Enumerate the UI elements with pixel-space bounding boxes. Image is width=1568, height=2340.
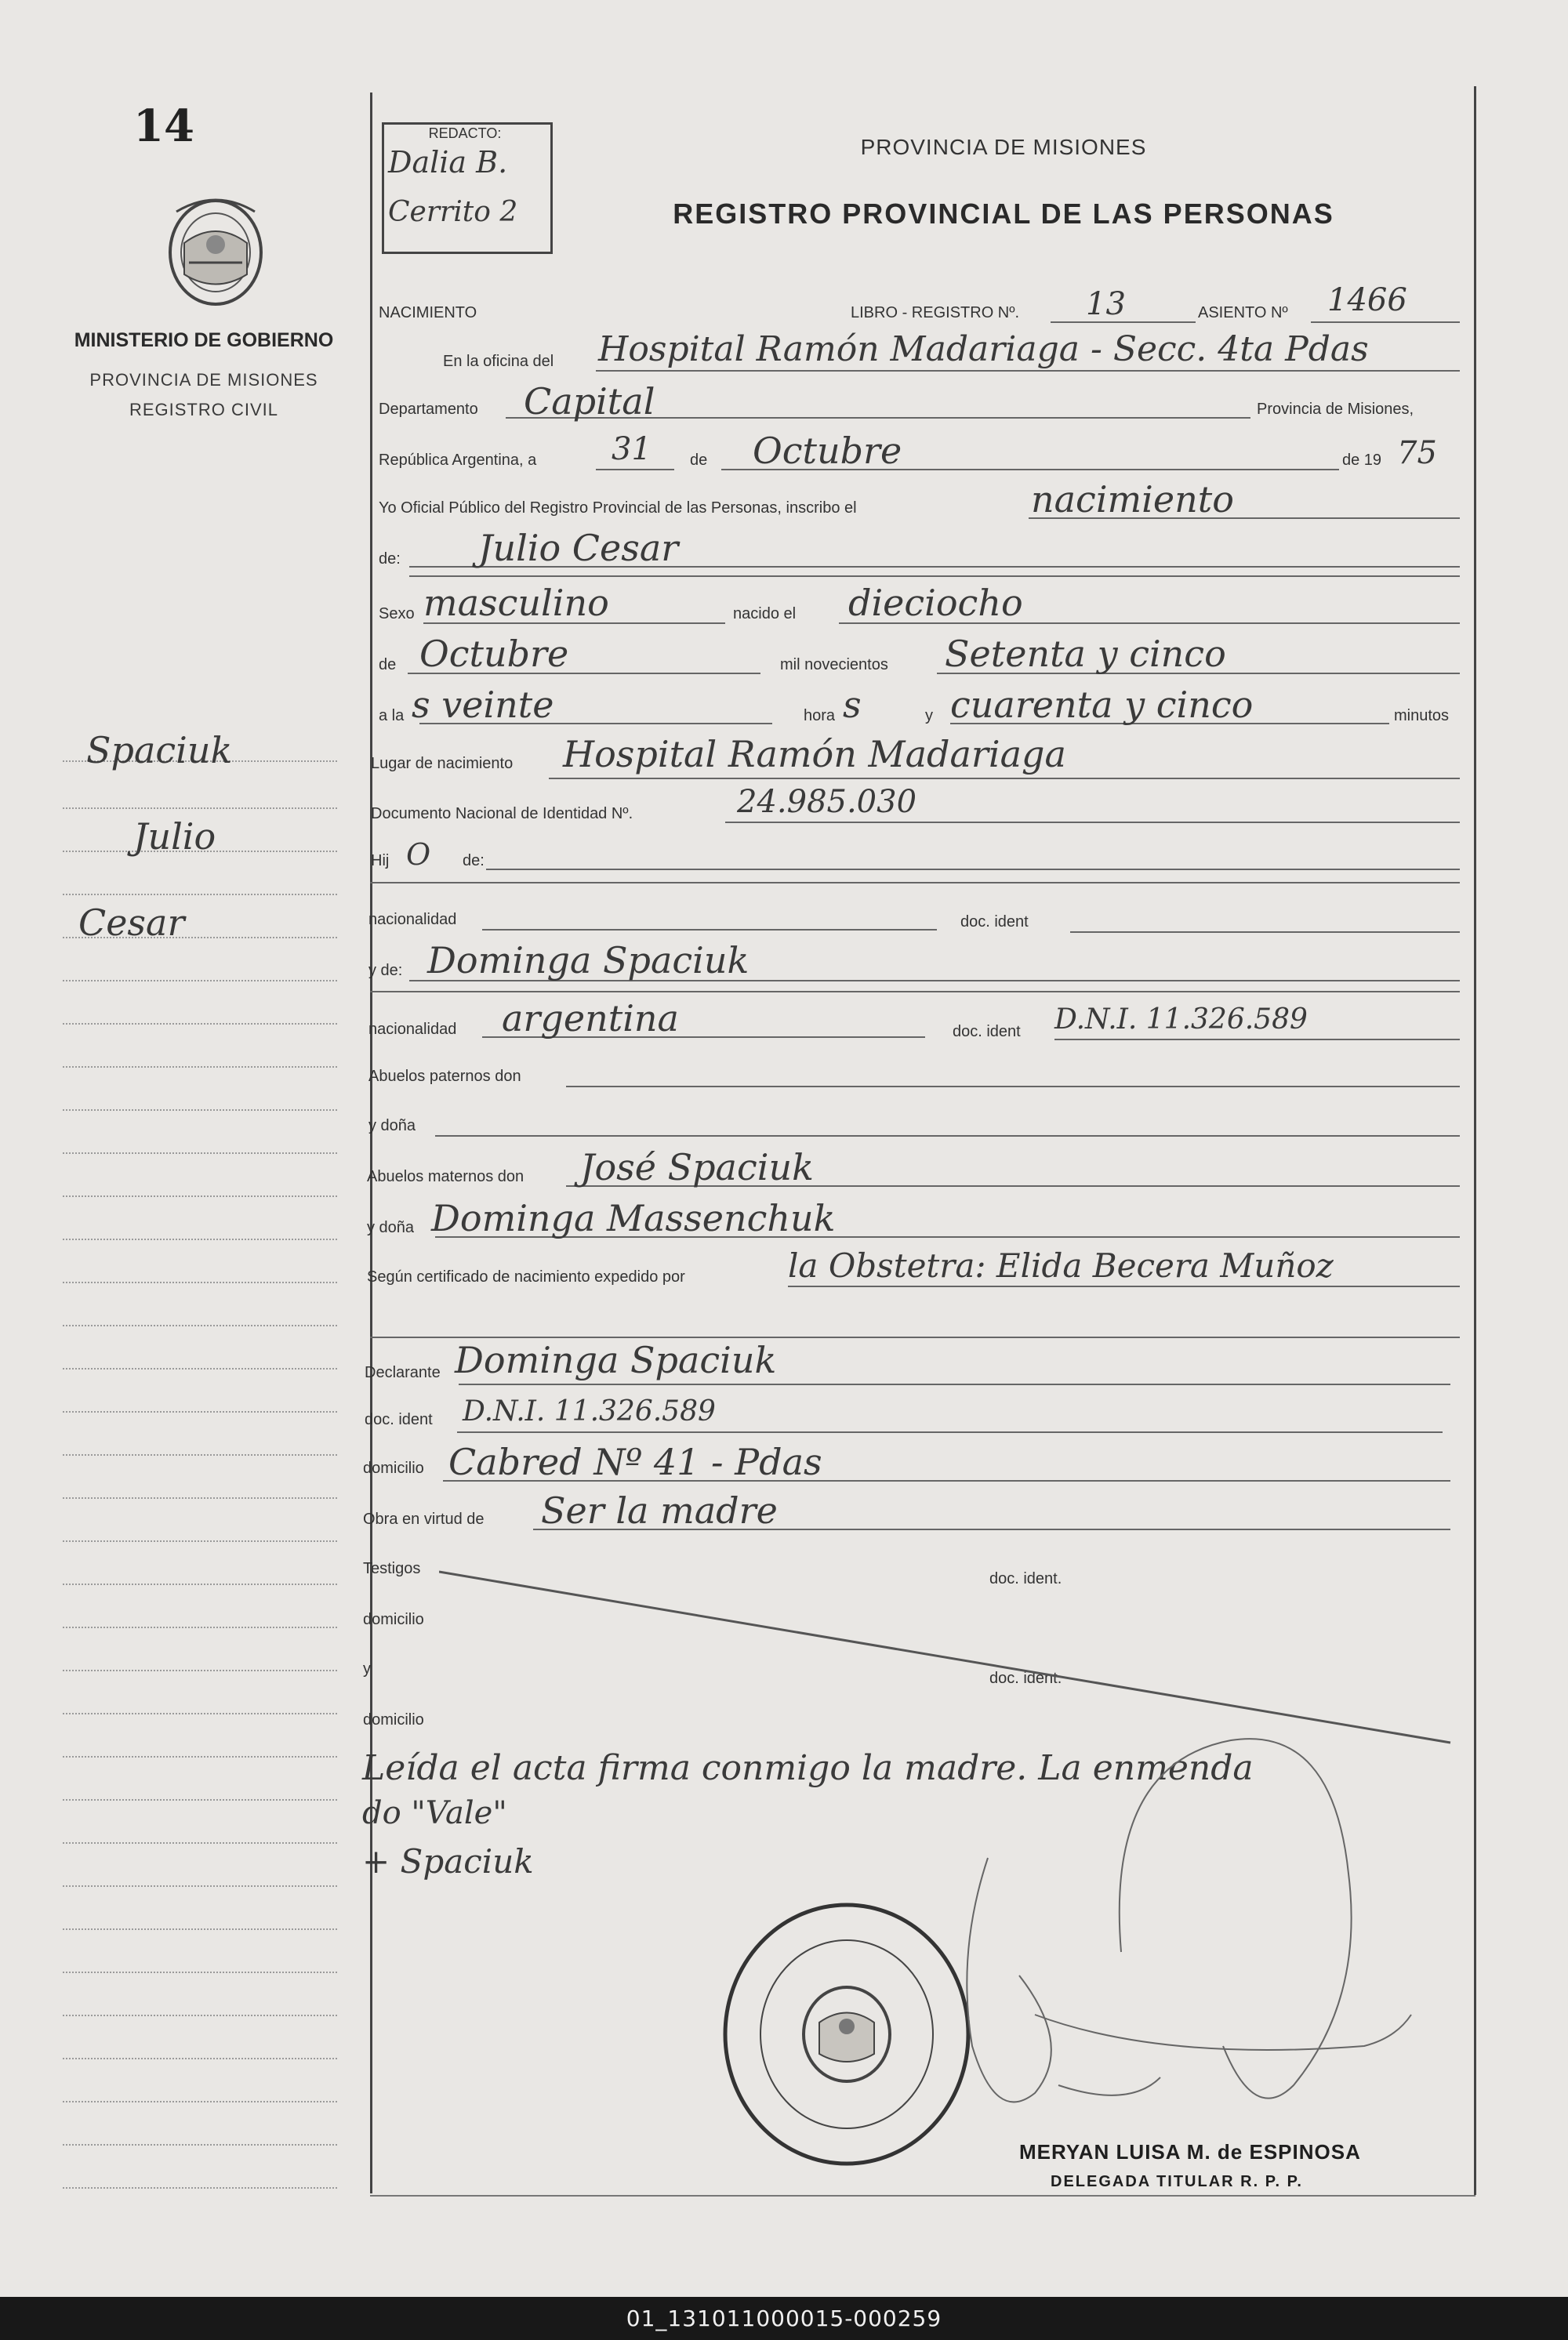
asiento-label: ASIENTO Nº	[1198, 304, 1288, 321]
margin-line	[63, 2144, 337, 2146]
testigo2-doc-label: doc. ident.	[989, 1670, 1062, 1687]
margin-line	[63, 2058, 337, 2059]
libro-label: LIBRO - REGISTRO Nº.	[851, 304, 1020, 321]
province-header: PROVINCIA DE MISIONES	[860, 135, 1147, 159]
oficial-statement: Yo Oficial Público del Registro Provincial de las Personas, inscribo el	[379, 499, 857, 517]
day-value: 31	[612, 431, 652, 467]
inscribe-value: nacimiento	[1031, 478, 1234, 521]
redacto-line-2: Cerrito 2	[388, 196, 518, 228]
dni-value: 24.985.030	[737, 784, 917, 820]
mother-name-value: Dominga Spaciuk	[427, 939, 750, 981]
month-value: Octubre	[753, 430, 902, 472]
de-name-label: de:	[379, 550, 401, 568]
minutos-label: minutos	[1394, 707, 1450, 724]
margin-line	[63, 2101, 337, 2102]
closing-line-1: Leída el acta firma conmigo la madre. La enmenda	[362, 1748, 1254, 1788]
departamento-label: Departamento	[379, 401, 478, 418]
margin-line	[63, 1282, 337, 1283]
y-label: y	[925, 707, 933, 724]
oficina-value: Hospital Ramón Madariaga - Secc. 4ta Pdas	[598, 329, 1369, 369]
nacido-label: nacido el	[733, 605, 797, 622]
de-month-label: de	[379, 656, 397, 673]
margin-line	[63, 2015, 337, 2016]
declarante-value: Dominga Spaciuk	[455, 1339, 777, 1381]
hij-label: Hij	[371, 852, 390, 869]
margin-line	[63, 1497, 337, 1499]
declarante-doc-label: doc. ident	[365, 1411, 433, 1428]
horas-suffix: s	[843, 684, 862, 726]
closing-line-2: do "Vale"	[362, 1795, 507, 1831]
father-nacionalidad-label: nacionalidad	[368, 911, 457, 928]
right-border	[1474, 86, 1476, 2195]
y-dona-paterna-label: y doña	[368, 1117, 416, 1134]
lugar-value: Hospital Ramón Madariaga	[563, 733, 1066, 775]
margin-line	[63, 1195, 337, 1197]
registry-title: REGISTRO PROVINCIAL DE LAS PERSONAS	[673, 198, 1334, 230]
dni-label: Documento Nacional de Identidad Nº.	[371, 805, 633, 822]
margin-line	[63, 1109, 337, 1111]
margin-line	[63, 1584, 337, 1585]
mother-nacionalidad-label: nacionalidad	[368, 1021, 457, 1038]
obra-value: Ser la madre	[541, 1489, 778, 1532]
lugar-label: Lugar de nacimiento	[371, 755, 514, 772]
margin-line	[63, 1885, 337, 1887]
margin-line	[63, 1540, 337, 1542]
margin-given-name-1: Julio	[133, 815, 216, 858]
a-las-label: a la	[379, 707, 405, 724]
hij-suffix: O	[406, 837, 431, 872]
testigo2-y-label: y	[363, 1660, 371, 1678]
departamento-value: Capital	[524, 380, 655, 423]
redacto-line-1: Dalia B.	[388, 145, 508, 180]
margin-line	[63, 2187, 337, 2189]
margin-line	[63, 1756, 337, 1758]
obra-label: Obra en virtud de	[363, 1511, 485, 1528]
closing-line-3: + Spaciuk	[362, 1842, 534, 1881]
margin-line	[63, 1713, 337, 1714]
asiento-value: 1466	[1327, 282, 1407, 318]
image-identifier-bar: 01_131011000015-000259	[0, 2297, 1568, 2340]
hora-value: s veinte	[412, 684, 554, 726]
coat-of-arms-icon	[161, 188, 270, 314]
page-number: 14	[133, 100, 194, 152]
horas-label: hora	[804, 707, 836, 724]
testigo2-domicilio-label: domicilio	[363, 1711, 424, 1729]
birth-month-value: Octubre	[419, 633, 569, 675]
margin-line	[63, 1972, 337, 1973]
margin-line	[63, 1454, 337, 1456]
testigo1-doc-label: doc. ident.	[989, 1570, 1062, 1587]
redacto-label: REDACTO:	[428, 125, 502, 141]
margin-line	[63, 1152, 337, 1154]
margin-line	[63, 1928, 337, 1930]
abuela-materna-value: Dominga Massenchuk	[431, 1197, 836, 1239]
year-suffix-value: 75	[1397, 435, 1437, 471]
margin-line	[63, 1023, 337, 1025]
official-signature	[925, 1717, 1419, 2156]
margin-line	[63, 1239, 337, 1240]
margin-line	[63, 1325, 337, 1326]
domicilio-label: domicilio	[363, 1460, 424, 1477]
certificado-label: Según certificado de nacimiento expedido por	[367, 1268, 685, 1286]
libro-value: 13	[1086, 286, 1126, 322]
margin-line	[63, 1670, 337, 1671]
year-prefix-label: de 19	[1342, 452, 1382, 469]
signer-name: MERYAN LUISA M. de ESPINOSA	[1019, 2140, 1361, 2164]
republica-label: República Argentina, a	[379, 452, 537, 469]
child-name-value: Julio Cesar	[478, 527, 679, 569]
margin-line	[63, 1842, 337, 1844]
ministry-name: MINISTERIO DE GOBIERNO	[74, 329, 334, 351]
father-doc-label: doc. ident	[960, 913, 1029, 931]
abuelo-materno-value: José Spaciuk	[580, 1146, 814, 1188]
margin-given-name-2: Cesar	[78, 902, 185, 944]
sexo-label: Sexo	[379, 605, 415, 622]
provincia-label: Provincia de Misiones,	[1257, 401, 1414, 418]
mother-nacionalidad-value: argentina	[502, 997, 679, 1039]
declarante-label: Declarante	[365, 1364, 441, 1381]
ministry-province: PROVINCIA DE MISIONES	[89, 370, 318, 390]
signer-title: DELEGADA TITULAR R. P. P.	[1051, 2173, 1303, 2190]
act-type-label: NACIMIENTO	[379, 304, 477, 321]
margin-line	[63, 894, 337, 895]
margin-line	[63, 1411, 337, 1413]
testigos-label: Testigos	[363, 1560, 421, 1577]
oficina-label: En la oficina del	[443, 353, 554, 370]
certificado-value: la Obstetra: Elida Becera Muñoz	[788, 1246, 1334, 1285]
margin-line	[63, 1627, 337, 1628]
nacido-day-value: dieciocho	[848, 582, 1023, 624]
mil-label: mil novecientos	[780, 656, 888, 673]
abuelos-paternos-label: Abuelos paternos don	[368, 1068, 521, 1085]
domicilio-value: Cabred Nº 41 - Pdas	[448, 1441, 822, 1483]
declarante-doc-value: D.N.I. 11.326.589	[463, 1395, 716, 1428]
ministry-registry: REGISTRO CIVIL	[129, 400, 279, 419]
margin-line	[63, 1066, 337, 1068]
mother-label: y de:	[368, 962, 403, 979]
birth-year-value: Setenta y cinco	[945, 633, 1226, 675]
abuelos-maternos-label: Abuelos maternos don	[367, 1168, 524, 1185]
sexo-value: masculino	[423, 582, 609, 624]
y-dona-materna-label: y doña	[367, 1219, 415, 1236]
redacto-stamp	[382, 122, 553, 254]
margin-surname: Spaciuk	[86, 729, 233, 771]
testigo1-domicilio-label: domicilio	[363, 1611, 424, 1628]
de-label: de	[690, 452, 708, 469]
margin-line	[63, 980, 337, 981]
minutos-value: cuarenta y cinco	[950, 684, 1254, 726]
hij-de-label: de:	[463, 852, 485, 869]
mother-doc-value: D.N.I. 11.326.589	[1054, 1003, 1308, 1036]
margin-line	[63, 1799, 337, 1801]
margin-line	[63, 807, 337, 809]
margin-line	[63, 1368, 337, 1370]
mother-doc-label: doc. ident	[953, 1023, 1021, 1040]
